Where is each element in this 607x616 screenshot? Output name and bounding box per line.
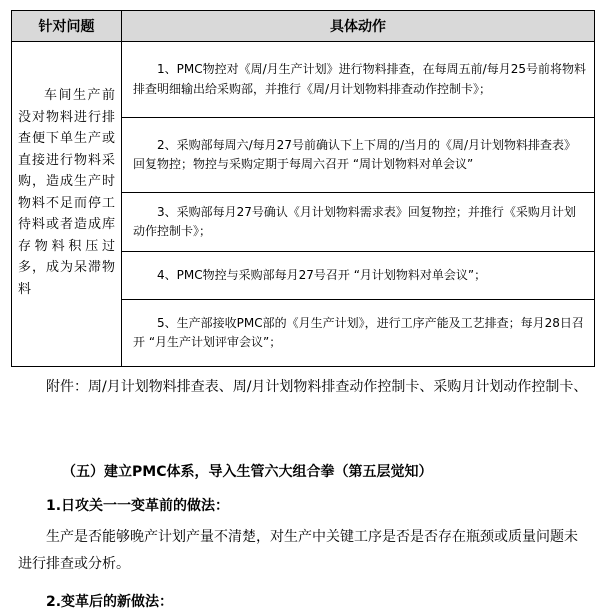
issue-text: 车间生产前没对物料进行排查便下单生产或直接进行物料采购，造成生产时物料不足而停工待料或者造成库存物料积压过多，成为呆滞物料 [18, 88, 115, 297]
action-text: 1、PMC物控对《周/月生产计划》进行物料排查，在每周五前/每月25号前将物料排查明细输出给采购部，并推行《周/月计划物料排查动作控制卡》； [133, 62, 586, 96]
attachment-paragraph: 附件：周/月计划物料排查表、周/月计划物料排查动作控制卡、采购月计划动作控制卡、 [46, 379, 588, 395]
action-text: 5、生产部接收PMC部的《月生产计划》，进行工序产能及工艺排查；每月28日召开 “月生产计划评审会议”； [133, 315, 584, 349]
action-text: 4、PMC物控与采购部每月27号召开 “月计划物料对单会议”； [157, 267, 487, 282]
action-plan-table [11, 10, 595, 367]
table-row [12, 42, 595, 118]
action-cell-4 [122, 252, 595, 300]
action-cell-3 [122, 193, 595, 252]
action-cell-5 [122, 300, 595, 367]
subheading-after: 2.变革后的新做法： [46, 594, 174, 610]
table-header-row [12, 11, 595, 42]
body-paragraph: 生产是否能够晚产计划产量不清楚，对生产中关键工序是否是否存在瓶颈或质量问题未进行排查或分析。 [18, 529, 578, 572]
issue-cell [12, 42, 122, 367]
header-issue: 针对问题 [12, 11, 122, 42]
action-text: 3、采购部每月27号确认《月计划物料需求表》回复物控；并推行《采购月计划动作控制卡》； [133, 204, 576, 238]
header-action: 具体动作 [122, 11, 595, 42]
section-heading: （五）建立PMC体系，导入生管六大组合拳（第五层觉知） [62, 464, 433, 480]
action-text: 2、采购部每周六/每月27号前确认下上下周的/当月的《周/月计划物料排查表》回复物控；物控与采购定期于每周六召开 “周计划物料对单会议” [133, 137, 577, 171]
action-cell-1 [122, 42, 595, 118]
subheading-before: 1.日攻关一一变革前的做法： [46, 498, 230, 514]
action-cell-2 [122, 118, 595, 193]
